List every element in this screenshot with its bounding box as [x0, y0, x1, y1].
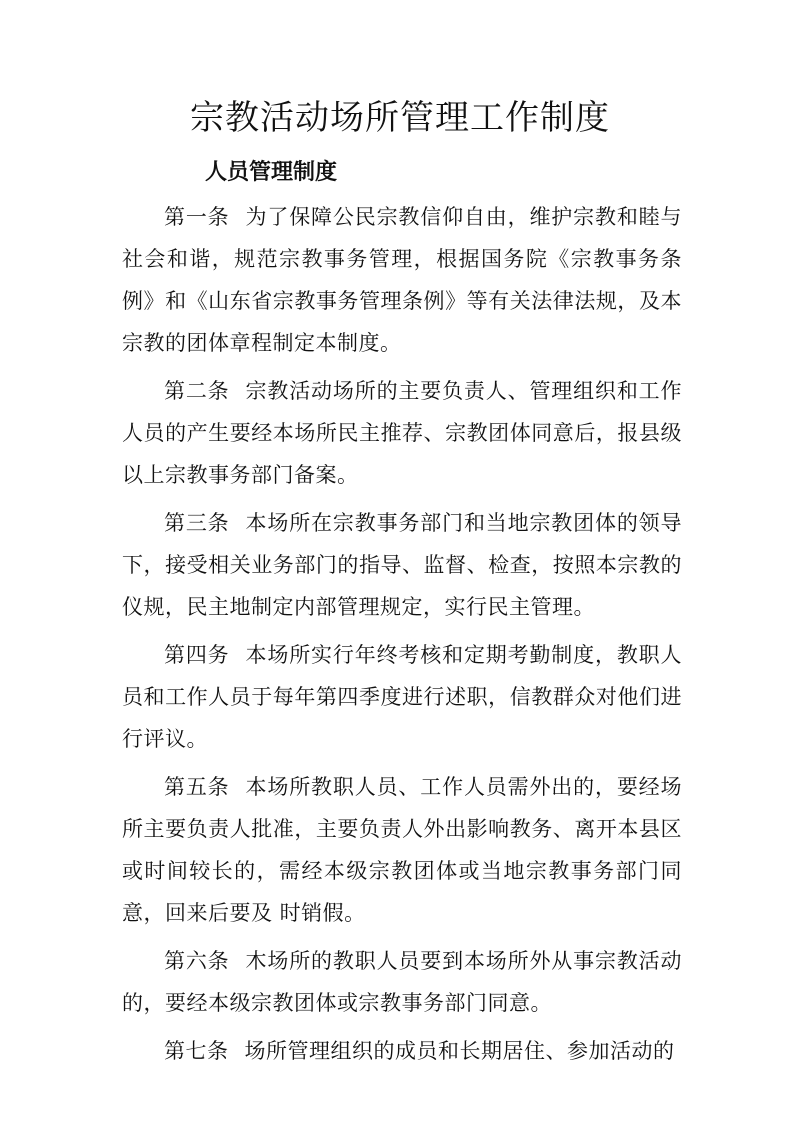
article-7 [122, 1030, 682, 1072]
article-label: 第七条 [164, 1039, 229, 1063]
article-1 [122, 196, 682, 364]
article-label: 第四务 [164, 643, 230, 667]
article-label: 第三条 [164, 511, 230, 535]
document-title: 宗教活动场所管理工作制度 [190, 98, 610, 138]
article-3 [122, 502, 682, 628]
article-text: 木场所的教职人员要到本场所外从事宗教活动的，要经本级宗教团体或宗教事务部门同意。 [122, 949, 683, 1015]
article-text: 宗教活动场所的主要负责人、管理组织和工作人员的产生要经本场所民主推荐、宗教团体同意后，报县级以上宗教事务部门备案。 [122, 379, 683, 487]
article-4 [122, 634, 682, 760]
article-text: 本场所教职人员、工作人员需外出的，要经场所主要负责人批准，主要负责人外出影响教务、离开本县区或时间较长的，需经本级宗教团体或当地宗教事务部门同意，回来后要及 时销假。 [122, 775, 683, 925]
article-text: 本场所在宗教事务部门和当地宗教团体的领导下，接受相关业务部门的指导、监督、检查，按照本宗教的仪规，民主地制定内部管理规定，实行民主管理。 [122, 511, 683, 619]
section-heading: 人员管理制度 [205, 159, 338, 185]
article-label: 第六条 [164, 949, 230, 973]
article-text: 为了保障公民宗教信仰自由，维护宗教和睦与社会和谐，规范宗教事务管理，根据国务院《宗教事务条例》和《山东省宗教事务管理条例》等有关法律法规，及本宗教的团体章程制定本制度。 [122, 205, 683, 355]
article-text: 场所管理组织的成员和长期居住、参加活动的 [244, 1039, 675, 1063]
article-label: 第二条 [164, 379, 230, 403]
article-text: 本场所实行年终考核和定期考勤制度，教职人员和工作人员于每年第四季度进行述职，信教群众对他们进行评议。 [122, 643, 683, 751]
article-6 [122, 940, 682, 1024]
articles-body [122, 196, 682, 1078]
article-label: 第一条 [164, 205, 230, 229]
article-2 [122, 370, 682, 496]
article-label: 第五条 [164, 775, 230, 799]
article-5 [122, 766, 682, 934]
